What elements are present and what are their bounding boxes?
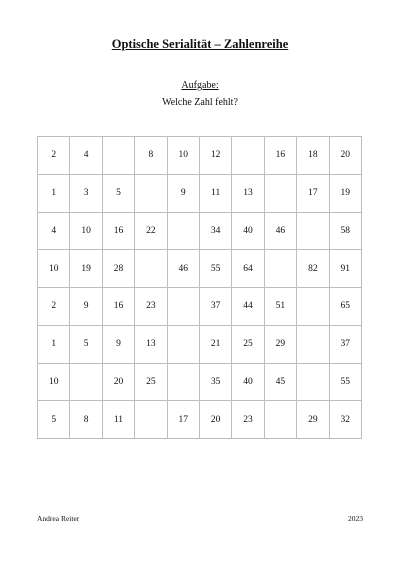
grid-cell: 20 — [329, 137, 361, 175]
grid-cell: 37 — [329, 325, 361, 363]
grid-cell-empty — [264, 174, 296, 212]
grid-cell: 1 — [38, 174, 70, 212]
grid-cell: 91 — [329, 250, 361, 288]
grid-cell: 10 — [70, 212, 102, 250]
number-grid-body — [38, 137, 362, 439]
grid-cell: 18 — [297, 137, 329, 175]
grid-cell: 5 — [102, 174, 134, 212]
grid-cell: 17 — [297, 174, 329, 212]
grid-cell: 16 — [102, 212, 134, 250]
grid-row — [38, 401, 362, 439]
grid-cell-empty — [167, 363, 199, 401]
grid-cell: 1 — [38, 325, 70, 363]
task-label: Aufgabe: — [181, 80, 219, 91]
grid-cell: 44 — [232, 288, 264, 326]
grid-cell-empty — [135, 250, 167, 288]
grid-row — [38, 250, 362, 288]
grid-cell: 19 — [329, 174, 361, 212]
grid-cell: 35 — [199, 363, 231, 401]
grid-cell: 11 — [102, 401, 134, 439]
grid-cell-empty — [297, 363, 329, 401]
grid-cell-empty — [264, 401, 296, 439]
grid-cell: 11 — [199, 174, 231, 212]
grid-cell: 3 — [70, 174, 102, 212]
number-grid — [37, 136, 362, 439]
grid-cell: 5 — [38, 401, 70, 439]
grid-cell: 40 — [232, 212, 264, 250]
grid-cell: 25 — [135, 363, 167, 401]
grid-cell-empty — [135, 174, 167, 212]
grid-cell: 16 — [264, 137, 296, 175]
grid-row — [38, 363, 362, 401]
grid-cell-empty — [232, 137, 264, 175]
grid-row — [38, 137, 362, 175]
grid-cell: 40 — [232, 363, 264, 401]
grid-cell-empty — [297, 325, 329, 363]
grid-cell: 58 — [329, 212, 361, 250]
grid-cell: 5 — [70, 325, 102, 363]
grid-cell: 13 — [232, 174, 264, 212]
grid-cell: 10 — [38, 250, 70, 288]
grid-cell: 2 — [38, 137, 70, 175]
grid-cell: 55 — [199, 250, 231, 288]
grid-cell-empty — [70, 363, 102, 401]
grid-cell: 20 — [102, 363, 134, 401]
grid-cell: 46 — [264, 212, 296, 250]
grid-cell: 25 — [232, 325, 264, 363]
grid-cell: 10 — [167, 137, 199, 175]
grid-cell-empty — [167, 212, 199, 250]
grid-cell-empty — [297, 288, 329, 326]
grid-cell: 9 — [167, 174, 199, 212]
grid-cell: 23 — [232, 401, 264, 439]
grid-cell: 21 — [199, 325, 231, 363]
grid-cell: 17 — [167, 401, 199, 439]
grid-row — [38, 212, 362, 250]
grid-cell: 12 — [199, 137, 231, 175]
grid-cell: 28 — [102, 250, 134, 288]
grid-cell: 34 — [199, 212, 231, 250]
task-question: Welche Zahl fehlt? — [162, 97, 238, 108]
grid-cell: 22 — [135, 212, 167, 250]
grid-row — [38, 288, 362, 326]
grid-cell: 9 — [102, 325, 134, 363]
grid-cell: 9 — [70, 288, 102, 326]
grid-cell: 4 — [38, 212, 70, 250]
grid-cell: 32 — [329, 401, 361, 439]
grid-cell-empty — [135, 401, 167, 439]
grid-cell: 2 — [38, 288, 70, 326]
grid-cell: 46 — [167, 250, 199, 288]
page-title: Optische Serialität – Zahlenreihe — [111, 37, 289, 51]
grid-row — [38, 325, 362, 363]
grid-cell: 29 — [264, 325, 296, 363]
grid-row — [38, 174, 362, 212]
grid-cell-empty — [167, 325, 199, 363]
grid-cell: 55 — [329, 363, 361, 401]
grid-cell: 65 — [329, 288, 361, 326]
grid-cell: 19 — [70, 250, 102, 288]
grid-cell: 45 — [264, 363, 296, 401]
grid-cell: 8 — [135, 137, 167, 175]
grid-cell: 20 — [199, 401, 231, 439]
footer-year: 2023 — [348, 514, 363, 523]
grid-cell: 29 — [297, 401, 329, 439]
grid-cell-empty — [102, 137, 134, 175]
grid-cell: 4 — [70, 137, 102, 175]
grid-cell: 51 — [264, 288, 296, 326]
grid-cell: 8 — [70, 401, 102, 439]
grid-cell: 13 — [135, 325, 167, 363]
grid-cell-empty — [297, 212, 329, 250]
grid-cell: 64 — [232, 250, 264, 288]
grid-cell: 16 — [102, 288, 134, 326]
grid-cell: 23 — [135, 288, 167, 326]
grid-cell-empty — [167, 288, 199, 326]
grid-cell: 82 — [297, 250, 329, 288]
grid-cell-empty — [264, 250, 296, 288]
grid-cell: 10 — [38, 363, 70, 401]
grid-cell: 37 — [199, 288, 231, 326]
footer-author: Andrea Reiter — [37, 514, 80, 523]
